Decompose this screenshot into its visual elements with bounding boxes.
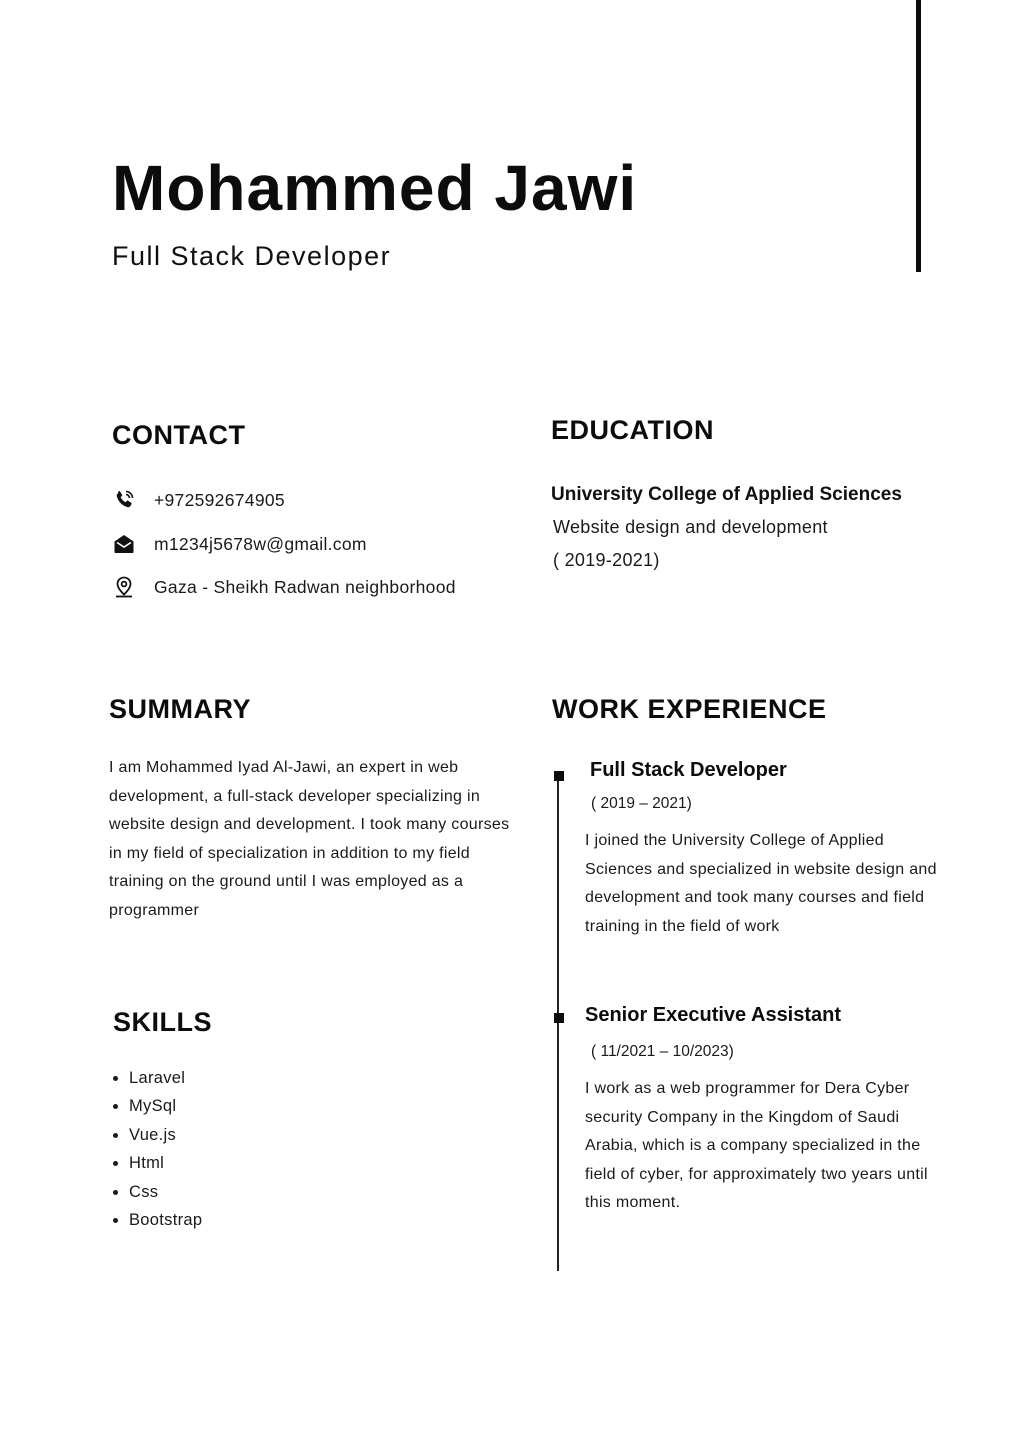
skill-item: • Css [129,1178,202,1206]
skill-item: • MySql [129,1092,202,1120]
contact-phone-row [112,486,285,514]
skill-item: • Vue.js [129,1121,202,1149]
contact-email: m1234j5678w@gmail.com [154,533,367,554]
summary-heading: SUMMARY [109,694,251,724]
work-heading: WORK EXPERIENCE [552,694,827,724]
timeline-marker [554,1013,564,1023]
contact-address: Gaza - Sheikh Radwan neighborhood [154,576,456,597]
contact-email-row [112,530,367,558]
education-heading: EDUCATION [551,415,714,445]
skill-item: • Bootstrap [129,1206,202,1234]
education-program: Website design and development [553,517,828,537]
skills-list [108,1064,202,1234]
skill-item: • Html [129,1149,202,1177]
resume-role: Full Stack Developer [112,241,392,271]
education-years: ( 2019-2021) [553,550,660,570]
timeline-line [557,776,559,1271]
summary-text: I am Mohammed Iyad Al-Jawi, an expert in web development, a full-stack developer specializing in website design and development. I took many courses in my field of specialization in addition to my field training on the ground until I was employed as a programmer [109,759,510,919]
skills-heading: SKILLS [113,1007,213,1037]
contact-phone: +972592674905 [154,489,285,510]
education-school: University College of Applied Sciences [551,484,902,505]
timeline-marker [554,771,564,781]
contact-heading: CONTACT [112,420,246,450]
resume-name: Mohammed Jawi [112,152,638,224]
location-pin-icon [112,575,136,599]
job-dates: ( 11/2021 – 10/2023) [591,1043,734,1060]
job-title: Senior Executive Assistant [585,1004,842,1026]
skill-item: • Laravel [129,1064,202,1092]
job-description: I work as a web programmer for Dera Cyber security Company in the Kingdom of Saudi Arabia, which is a company specialized in the field of cyber, for approximately two years until this moment. [585,1080,928,1211]
contact-address-row [112,573,456,601]
phone-icon [112,488,136,512]
job-dates: ( 2019 – 2021) [591,795,692,812]
job-title: Full Stack Developer [590,759,787,781]
envelope-icon [112,532,136,556]
decorative-vertical-bar [916,0,921,272]
job-description: I joined the University College of Applied Sciences and specialized in website design and development and took many courses and field training in the field of work [585,832,937,935]
